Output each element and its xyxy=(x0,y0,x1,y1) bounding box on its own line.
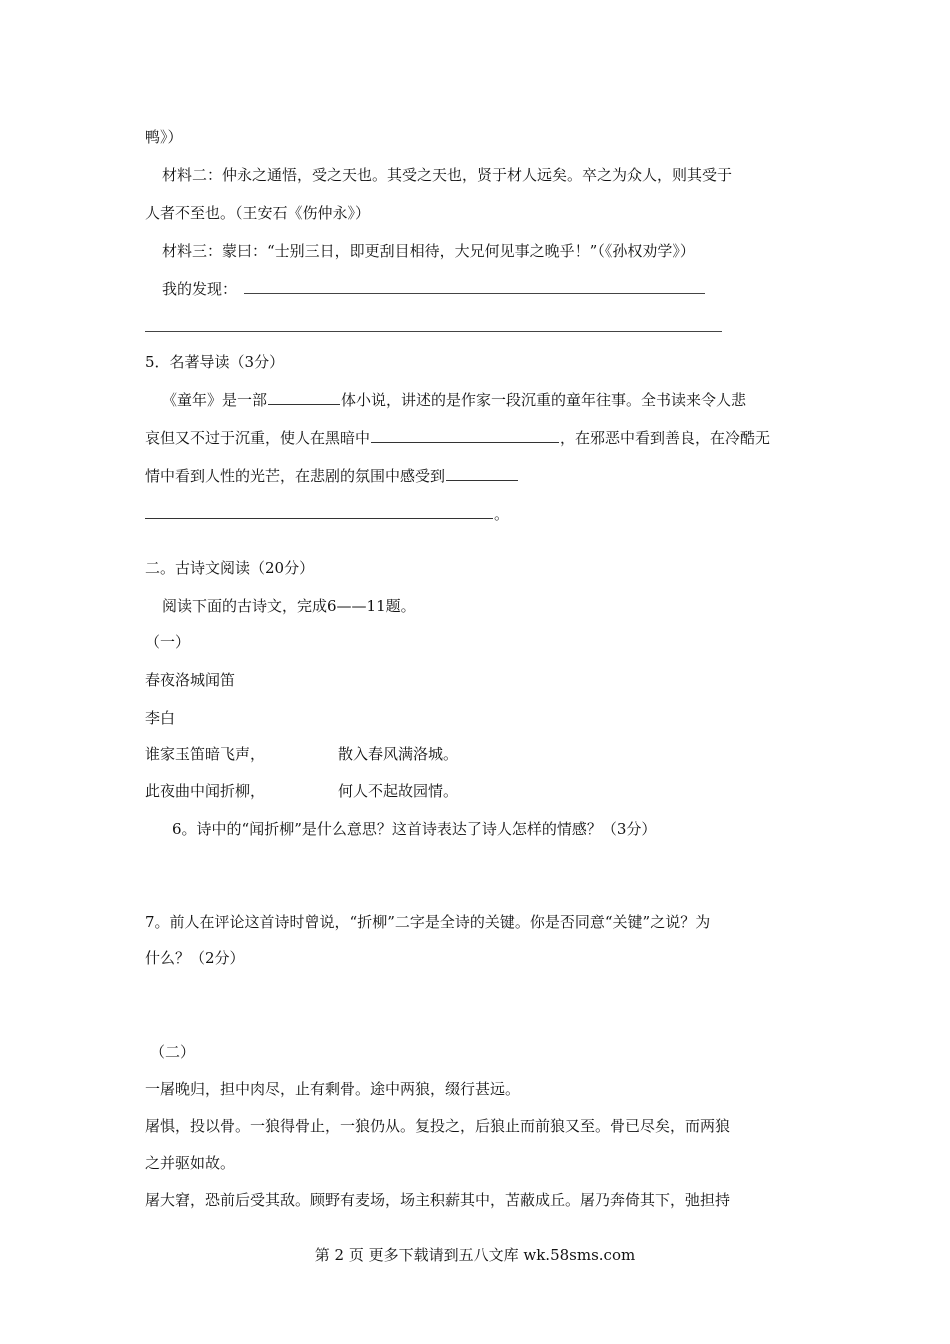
text-line xyxy=(145,504,509,524)
text-segment: 情中看到人性的光芒，在悲剧的氛围中感受到 xyxy=(145,467,446,485)
page-footer: 第 2 页 更多下载请到五八文库 wk.58sms.com xyxy=(314,1246,636,1264)
text-line: 材料二：仲永之通悟，受之天也。其受之天也，贤于材人远矣。卒之为众人，则其受于 xyxy=(162,166,733,184)
poem-line xyxy=(145,744,745,764)
question-title: 5．名著导读（3分） xyxy=(145,353,285,371)
part-label: （二） xyxy=(150,1043,196,1061)
text-line: 鸭》） xyxy=(145,128,183,146)
text-segment: 。 xyxy=(494,505,510,523)
poem-title: 春夜洛城闻笛 xyxy=(145,671,236,689)
text-line: 一屠晚归，担中肉尽，止有剩骨。途中两狼，缀行甚远。 xyxy=(145,1080,521,1098)
text-line: 材料三：蒙曰：“士别三日，即更刮目相待，大兄何见事之晚乎！”（《孙权劝学》） xyxy=(162,242,695,260)
text-line: 之并驱如故。 xyxy=(145,1154,236,1172)
poem-half-line: 此夜曲中闻折柳， xyxy=(145,782,266,800)
text-segment: 哀但又不过于沉重，使人在黑暗中 xyxy=(145,429,371,447)
text-line: 我的发现： xyxy=(162,280,238,298)
question-text: 什么？（2分） xyxy=(145,949,245,967)
text-segment: 体小说，讲述的是作家一段沉重的童年往事。全书读来令人悲 xyxy=(341,391,747,409)
answer-line[interactable] xyxy=(145,331,722,332)
section-title: 二。古诗文阅读（20分） xyxy=(145,559,315,577)
text-line: 屠惧，投以骨。一狼得骨止，一狼仍从。复投之，后狼止而前狼又至。骨已尽矣，而两狼 xyxy=(145,1117,731,1135)
text-line xyxy=(162,390,746,410)
poem-half-line: 谁家玉笛暗飞声， xyxy=(145,745,266,763)
text-line: 屠大窘，恐前后受其敌。顾野有麦场，场主积薪其中，苫蔽成丘。屠乃奔倚其下，弛担持 xyxy=(145,1191,731,1209)
text-segment: 《童年》是一部 xyxy=(162,391,268,409)
text-line: 阅读下面的古诗文，完成6——11题。 xyxy=(162,597,416,615)
question-text: 6。诗中的“闻折柳”是什么意思？这首诗表达了诗人怎样的情感？（3分） xyxy=(172,820,657,838)
text-line xyxy=(145,428,770,448)
text-line xyxy=(145,466,519,486)
question-text: 7。前人在评论这首诗时曾说，“折柳”二字是全诗的关键。你是否同意“关键”之说？为 xyxy=(145,913,711,931)
fill-blank[interactable] xyxy=(268,390,340,405)
text-line: 人者不至也。（王安石《伤仲永》） xyxy=(145,204,371,222)
fill-blank[interactable] xyxy=(371,428,559,443)
part-label: （一） xyxy=(145,633,191,651)
poem-author: 李白 xyxy=(145,709,176,727)
poem-half-line: 何人不起故园情。 xyxy=(338,782,459,800)
poem-half-line: 散入春风满洛城。 xyxy=(338,745,459,763)
text-segment: ，在邪恶中看到善良，在冷酷无 xyxy=(560,429,771,447)
fill-blank[interactable] xyxy=(446,466,518,481)
answer-line[interactable] xyxy=(244,293,705,294)
poem-line xyxy=(145,781,745,801)
fill-blank[interactable] xyxy=(145,504,493,519)
